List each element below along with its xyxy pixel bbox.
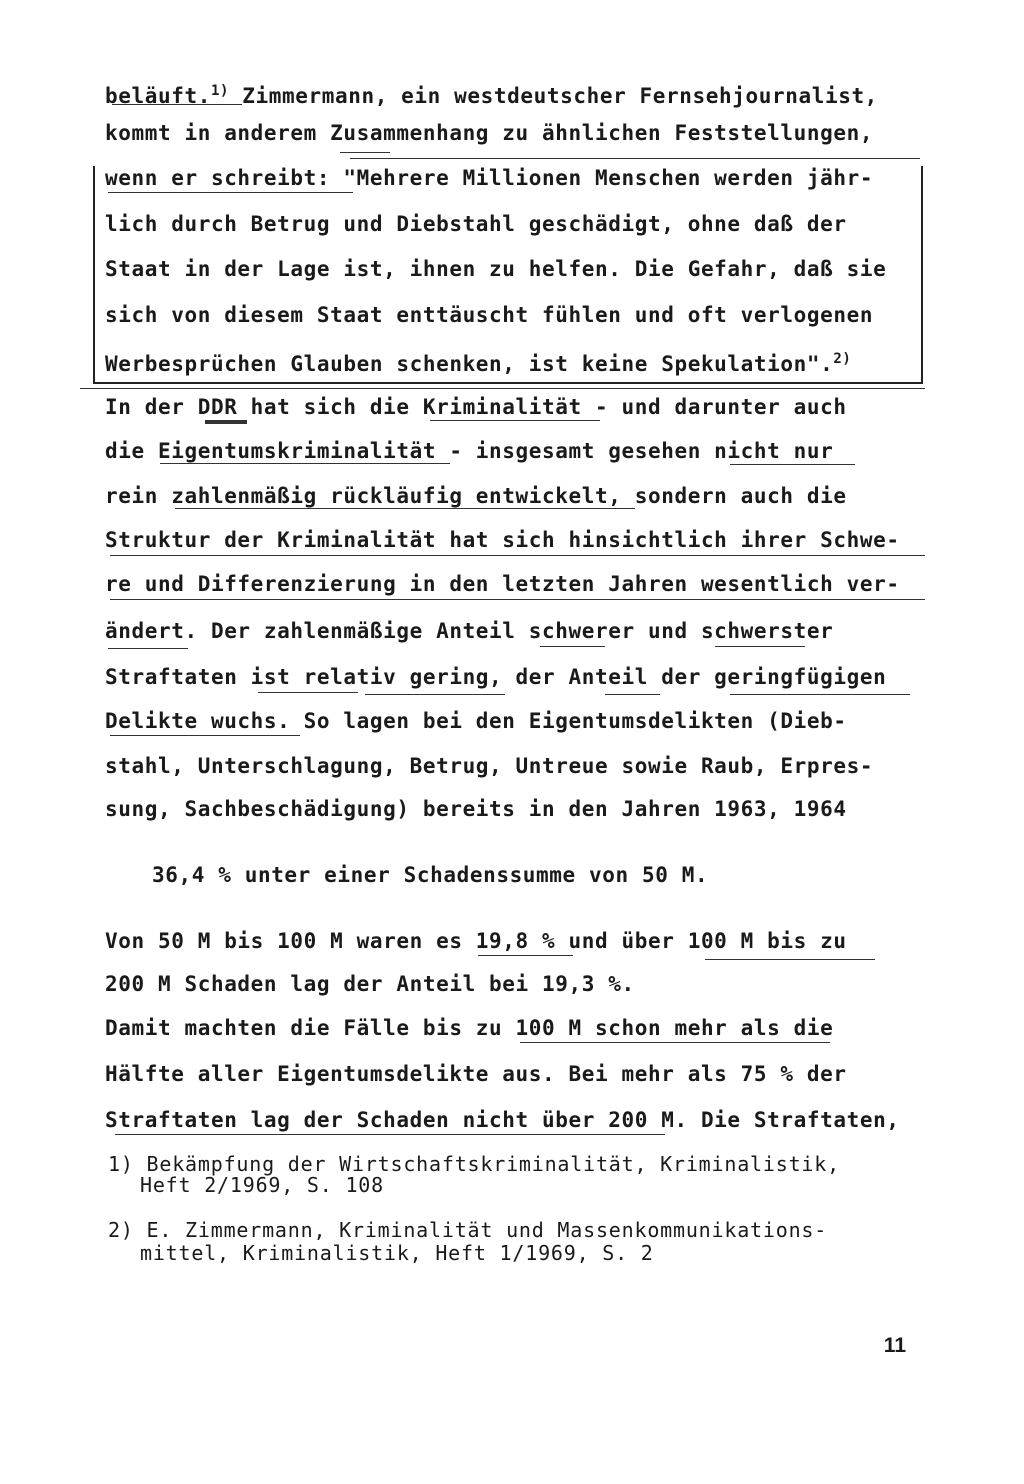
underline-mark [520,1042,830,1043]
page-number: 11 [883,1334,906,1357]
body-line-14: Straftaten ist relativ gering, der Anteil der geringfügigen [105,665,887,689]
underline-mark [110,599,925,600]
underline-mark [705,959,875,960]
body-line-10: rein zahlenmäßig rückläufig entwickelt, sondern auch die [105,484,847,508]
underline-mark [340,152,390,153]
underline-mark [110,735,300,736]
underline-mark [175,508,635,509]
underline-mark [108,192,353,193]
underline-mark [350,158,920,159]
body-line-18: 36,4 % unter einer Schadenssumme von 50 M. [152,863,709,887]
footnote-2-line-1: 2) E. Zimmermann, Kriminalität und Massenkommunikations- [108,1218,828,1242]
footnote-1-line-1: 1) Bekämpfung der Wirtschaftskriminalität, Kriminalistik, [108,1152,840,1176]
body-line-21: Damit machten die Fälle bis zu 100 M schon mehr als die [105,1016,834,1040]
body-line-19: Von 50 M bis 100 M waren es 19,8 % und über 100 M bis zu [105,929,847,953]
footnote-2-line-2: mittel, Kriminalistik, Heft 1/1969, S. 2 [140,1241,654,1265]
underline-mark [430,420,600,421]
body-line-22: Hälfte aller Eigentumsdelikte aus. Bei mehr als 75 % der [105,1062,847,1086]
body-line-3: wenn er schreibt: "Mehrere Millionen Menschen werden jähr- [105,166,874,190]
footnote-1-line-2: Heft 2/1969, S. 108 [140,1173,384,1197]
body-line-1: beläuft.$^{1)}$ Zimmermann, ein westdeutscher Fernsehjournalist, [105,83,878,108]
body-line-13: ändert. Der zahlenmäßige Anteil schwerer und schwerster [105,619,834,643]
underline-mark [108,648,188,649]
underline-mark [730,464,855,465]
body-line-2: kommt in anderem Zusammenhang zu ähnlichen Feststellungen, [105,121,874,145]
body-line-8: In der DDR hat sich die Kriminalität - und darunter auch [105,395,847,419]
body-line-7: Werbesprüchen Glauben schenken, ist keine Spekulation".$^{2)}$ [105,351,852,376]
underline-mark [478,955,573,956]
underline-mark [730,694,910,695]
underline-mark [115,1134,665,1135]
body-line-12: re und Differenzierung in den letzten Jahren wesentlich ver- [105,572,900,596]
body-line-15: Delikte wuchs. So lagen bei den Eigentumsdelikten (Dieb- [105,709,847,733]
underline-mark [715,646,805,647]
underline-mark [110,555,925,556]
body-line-17: sung, Sachbeschädigung) bereits in den Jahren 1963, 1964 [105,797,847,821]
body-line-4: lich durch Betrug und Diebstahl geschädigt, ohne daß der [105,212,847,236]
underline-mark [540,646,605,647]
underline-mark [365,694,505,695]
underline-mark [112,104,242,105]
body-line-20: 200 M Schaden lag der Anteil bei 19,3 %. [105,972,635,996]
underline-mark [258,692,358,693]
underline-mark [605,694,660,695]
body-line-9: die Eigentumskriminalität - insgesamt gesehen nicht nur [105,439,834,463]
body-line-16: stahl, Unterschlagung, Betrug, Untreue sowie Raub, Erpres- [105,754,874,778]
underline-mark [205,420,247,424]
body-line-5: Staat in der Lage ist, ihnen zu helfen. Die Gefahr, daß sie [105,257,887,281]
body-line-23: Straftaten lag der Schaden nicht über 200 M. Die Straftaten, [105,1108,900,1132]
body-line-6: sich von diesem Staat enttäuscht fühlen und oft verlogenen [105,303,874,327]
body-line-11: Struktur der Kriminalität hat sich hinsichtlich ihrer Schwe- [105,528,900,552]
underline-mark [160,463,450,464]
underline-mark [80,388,925,389]
